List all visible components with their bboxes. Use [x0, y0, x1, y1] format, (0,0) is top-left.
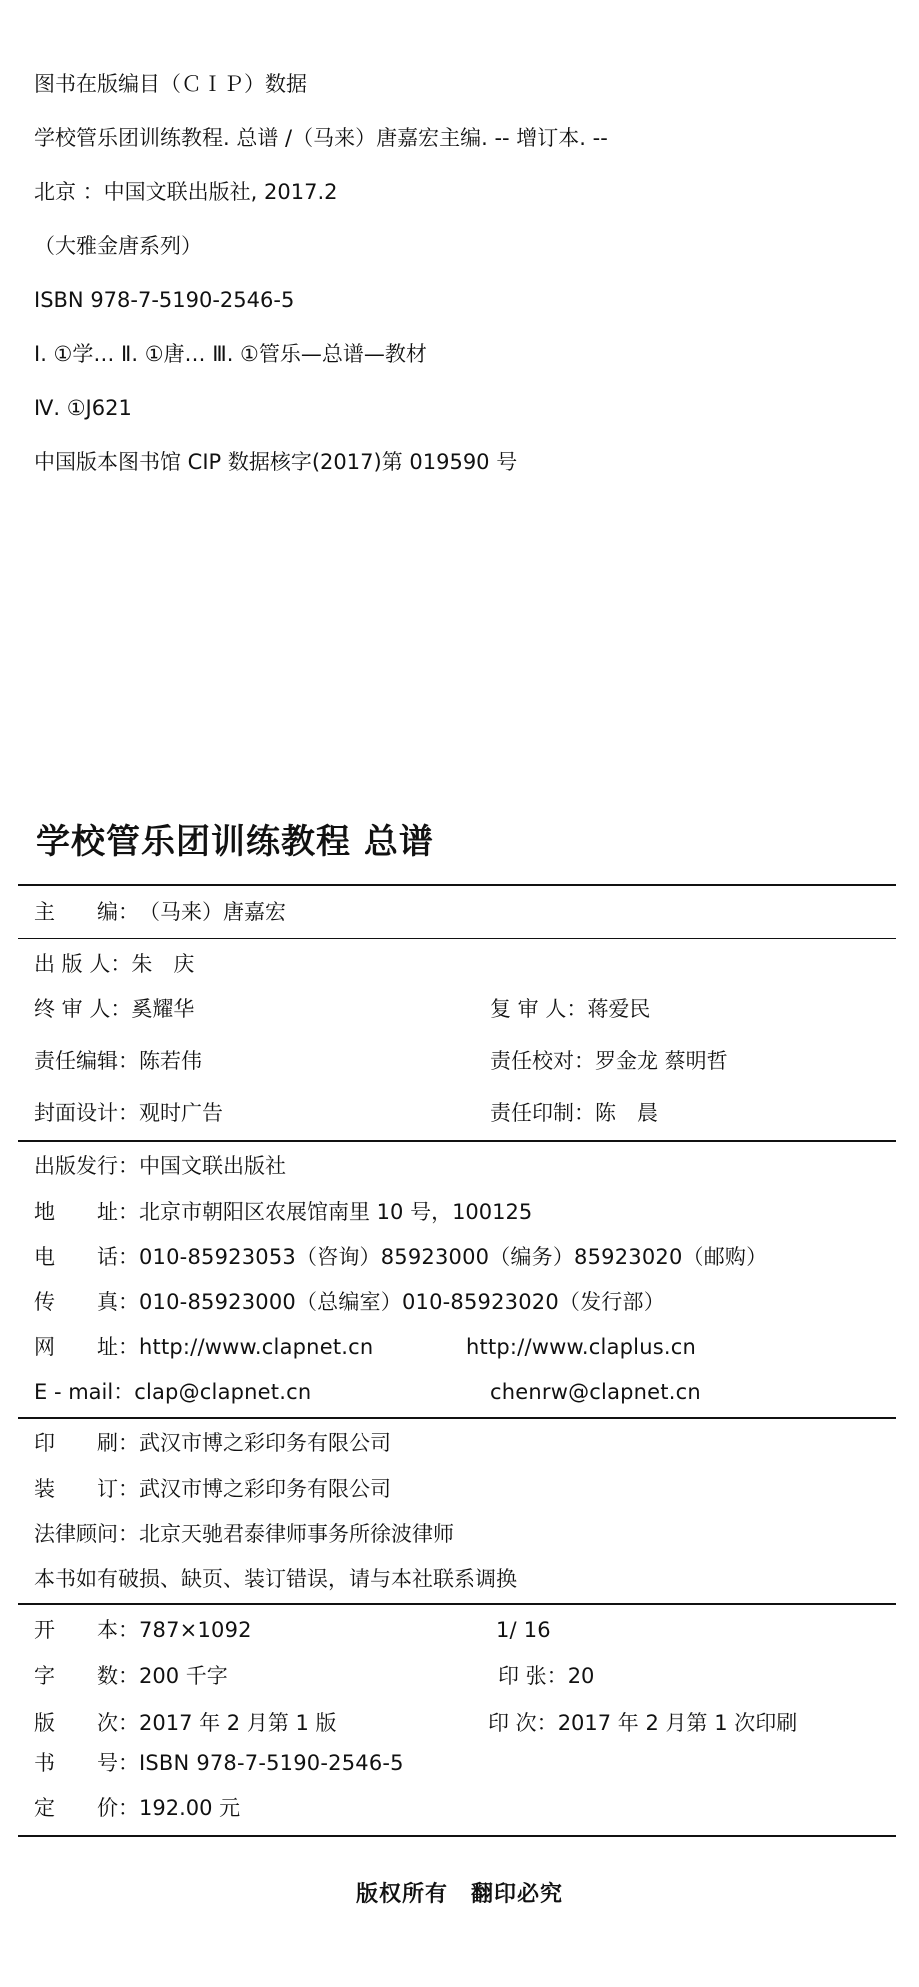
divider: [18, 1603, 896, 1605]
editor-row: [34, 896, 895, 928]
divider: [18, 884, 896, 886]
editor-label: 主 编：: [34, 900, 139, 924]
email-row: [34, 1376, 895, 1408]
divider: [18, 1835, 896, 1837]
review-row: [34, 993, 895, 1025]
website-label: 网 址：: [34, 1335, 139, 1359]
impression-value: 2017 年 2 月第 1 次印刷: [557, 1711, 798, 1735]
fax-label: 传 真：: [34, 1290, 139, 1314]
copyright-notice: 版权所有 翻印必究: [355, 1882, 563, 1907]
website-row: [34, 1331, 895, 1363]
divider: [18, 1417, 896, 1419]
print-manager: [490, 1097, 658, 1129]
cip-record-number: 中国版本图书馆 CIP 数据核字(2017)第 019590 号: [34, 450, 518, 474]
fax-row: [34, 1286, 895, 1318]
cip-classification-line-2: Ⅳ. ①J621: [34, 396, 132, 420]
words-label: 字 数：: [34, 1664, 139, 1688]
editor-in-charge-row: [34, 1045, 895, 1077]
cip-classification-line: Ⅰ. ①学… Ⅱ. ①唐… Ⅲ. ①管乐—总谱—教材: [34, 342, 427, 366]
format-row: [34, 1614, 895, 1646]
proofreader-label: 责任校对：: [490, 1049, 595, 1073]
second-review-value: 蒋爱民: [587, 997, 651, 1021]
cip-publisher-line: 北京 ：中国文联出版社, 2017.2: [34, 180, 338, 204]
words-value: 200 千字: [139, 1664, 228, 1688]
book-title: 学校管乐团训练教程 总谱: [36, 822, 434, 862]
proofreader: [490, 1045, 728, 1077]
final-review-value: 奚耀华: [131, 997, 195, 1021]
isbn-row: [34, 1747, 895, 1779]
phone-value: 010-85923053（咨询）85923000（编务）85923020（邮购）: [139, 1245, 768, 1269]
price-row: [34, 1792, 895, 1824]
second-review-label: 复 审 人：: [490, 997, 588, 1021]
cip-series-line: （大雅金唐系列）: [34, 234, 202, 258]
isbn-value: ISBN 978-7-5190-2546-5: [139, 1751, 404, 1775]
print-manager-label: 责任印制：: [490, 1101, 595, 1125]
editor-value: （马来）唐嘉宏: [139, 900, 286, 924]
address-value: 北京市朝阳区农展馆南里 10 号，100125: [139, 1200, 533, 1224]
printer-row: [34, 1427, 895, 1459]
divider: [18, 1140, 896, 1142]
address-label: 地 址：: [34, 1200, 139, 1224]
cover-value: 观时广告: [139, 1101, 223, 1125]
second-review: [490, 993, 650, 1025]
proofreader-value: 罗金龙 蔡明哲: [595, 1049, 728, 1073]
cip-block: [34, 70, 608, 502]
fax-value: 010-85923000（总编室）010-85923020（发行部）: [139, 1290, 665, 1314]
final-review-label: 终 审 人：: [34, 997, 132, 1021]
cover-label: 封面设计：: [34, 1101, 139, 1125]
notice-row: [34, 1563, 895, 1595]
phone-label: 电 话：: [34, 1245, 139, 1269]
binding-value: 武汉市博之彩印务有限公司: [139, 1477, 391, 1501]
cover-row: [34, 1097, 895, 1129]
edition-value: 2017 年 2 月第 1 版: [139, 1711, 337, 1735]
cip-heading: 图书在版编目（ＣＩＰ）数据: [34, 72, 307, 96]
damage-notice: 本书如有破损、缺页、装订错误，请与本社联系调换: [34, 1567, 517, 1591]
legal-label: 法律顾问：: [34, 1522, 139, 1546]
editor-in-charge-value: 陈若伟: [139, 1049, 202, 1073]
price-value: 192.00 元: [139, 1796, 241, 1820]
email-label: E - mail：: [34, 1380, 135, 1404]
phone-row: [34, 1241, 895, 1273]
binding-label: 装 订：: [34, 1477, 139, 1501]
format-label: 开 本：: [34, 1618, 139, 1642]
print-manager-value: 陈 晨: [595, 1101, 658, 1125]
printer-label: 印 刷：: [34, 1431, 139, 1455]
sheets: [498, 1660, 594, 1692]
distributor-row: [34, 1150, 895, 1182]
printer-value: 武汉市博之彩印务有限公司: [139, 1431, 391, 1455]
publisher-person-row: [34, 948, 895, 980]
email-link-1[interactable]: clap@clapnet.cn: [134, 1380, 312, 1404]
cip-title-line: 学校管乐团训练教程. 总谱 /（马来）唐嘉宏主编. -- 增订本. --: [34, 126, 608, 150]
impression: [488, 1707, 797, 1739]
cip-isbn-line: ISBN 978-7-5190-2546-5: [34, 288, 295, 312]
format-fraction: 1/ 16: [496, 1618, 551, 1642]
divider: [18, 938, 896, 939]
binding-row: [34, 1473, 895, 1505]
sheets-label: 印 张：: [498, 1664, 568, 1688]
address-row: [34, 1196, 895, 1228]
distributor-label: 出版发行：: [34, 1154, 139, 1178]
publisher-person-label: 出 版 人：: [34, 952, 132, 976]
isbn-label: 书 号：: [34, 1751, 139, 1775]
editor-in-charge-label: 责任编辑：: [34, 1049, 139, 1073]
website-link-1[interactable]: http://www.clapnet.cn: [139, 1335, 374, 1359]
format-value: 787×1092: [139, 1618, 252, 1642]
website-link-2[interactable]: http://www.claplus.cn: [466, 1335, 697, 1359]
publisher-person-value: 朱 庆: [131, 952, 195, 976]
edition-row: [34, 1707, 895, 1739]
edition-label: 版 次：: [34, 1711, 139, 1735]
words-row: [34, 1660, 895, 1692]
sheets-value: 20: [567, 1664, 595, 1688]
impression-label: 印 次：: [488, 1711, 558, 1735]
legal-row: [34, 1518, 895, 1550]
email-link-2[interactable]: chenrw@clapnet.cn: [490, 1380, 701, 1404]
price-label: 定 价：: [34, 1796, 139, 1820]
distributor-value: 中国文联出版社: [139, 1154, 286, 1178]
legal-value: 北京天驰君泰律师事务所徐波律师: [139, 1522, 454, 1546]
